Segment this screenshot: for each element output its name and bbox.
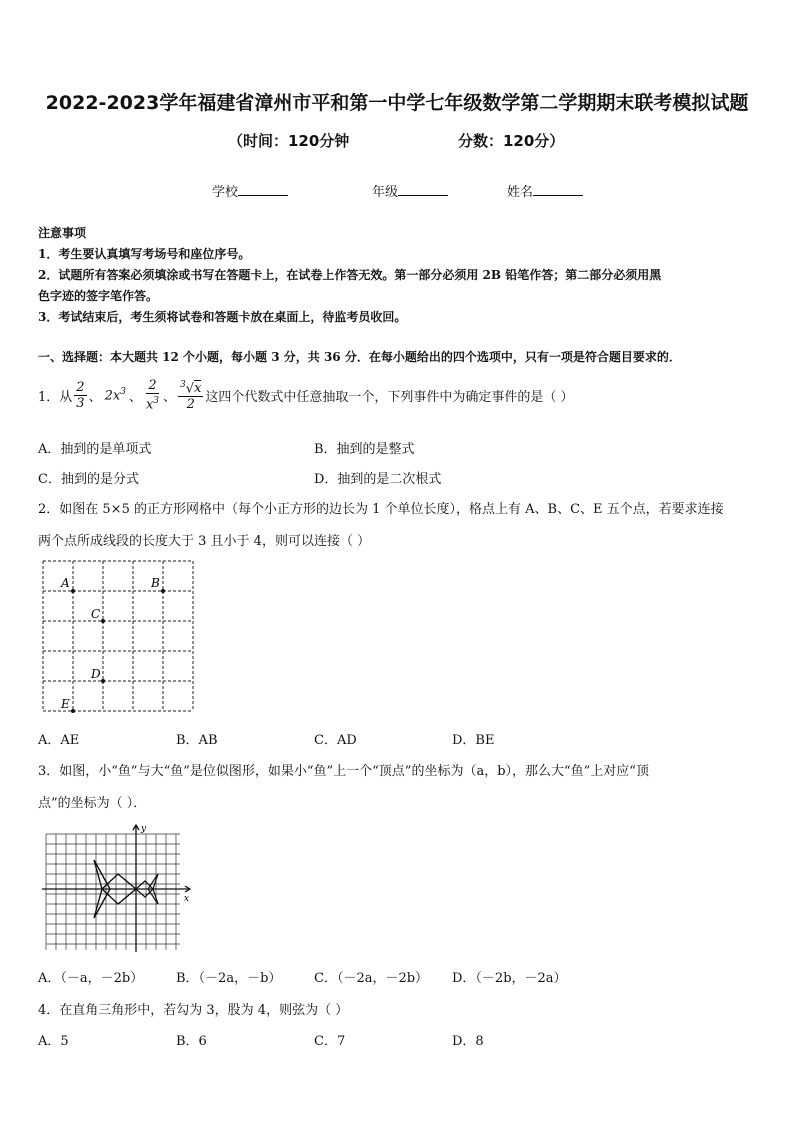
q2-stem-line2: 两个点所成线段的长度大于 3 且小于 4，则可以连接（ ）	[38, 534, 371, 549]
q2-stem-line1: 2．如图在 5×5 的正方形网格中（每个小正方形的边长为 1 个单位长度），格点上有 A、B、C、E 五个点，若要求连接	[38, 502, 724, 517]
q2-option-b: B．AB	[176, 733, 218, 748]
name-blank	[533, 183, 583, 196]
q1-fraction-radical: $\frac{^3√x}{2}$	[180, 380, 202, 413]
q2-option-a: A．AE	[38, 733, 80, 748]
point-e	[71, 709, 75, 713]
q3-stem-line2: 点”的坐标为（ ）．	[38, 796, 147, 811]
name-label: 姓名	[507, 185, 534, 200]
point-b-label: B	[151, 576, 160, 590]
grade-label: 年级	[372, 185, 399, 200]
notice-item: 2．试题所有答案必须填涂或书写在答题卡上，在试卷上作答无效。第一部分必须用 2B 铅笔作答；第二部分必须用黑	[38, 268, 662, 282]
q1-prefix: 1．从	[38, 389, 73, 405]
question-1-stem: 1．从 $\frac{2}{3}$ 、 $2x^3$ 、 $\frac{2}{x^3}$ 、 $\frac{^3√x}{2}$ 这四个代数式中任意抽取一个，下列事件中为确定事件的是（ ）	[38, 378, 574, 413]
school-label: 学校	[212, 185, 239, 200]
name-field	[507, 181, 583, 200]
point-a	[71, 589, 75, 593]
q3-option-c: C．（－2a，－2b）	[314, 971, 429, 986]
q4-option-c: C．7	[314, 1034, 346, 1049]
coordinate-grid	[46, 834, 180, 950]
exam-title: 2022-2023学年福建省漳州市平和第一中学七年级数学第二学期期末联考模拟试题	[45, 92, 749, 114]
section-heading: 一、选择题：本大题共 12 个小题，每小题 3 分，共 36 分．在每小题给出的四个选项中，只有一项是符合题目要求的．	[38, 350, 681, 364]
grade-field	[372, 181, 448, 200]
q3-option-b: B．（－2a，－b）	[176, 971, 282, 986]
point-d-label: D	[91, 667, 101, 681]
q1-option-d: D．抽到的是二次根式	[314, 472, 442, 487]
notice-item: 1．考生要认真填写考场号和座位序号。	[38, 247, 251, 261]
q1-suffix: 这四个代数式中任意抽取一个，下列事件中为确定事件的是（ ）	[205, 389, 574, 405]
point-a-label: A	[61, 576, 70, 590]
x-axis-label: x	[184, 894, 190, 904]
q1-fraction-1: $\frac{2}{3}$	[76, 379, 85, 411]
q2-option-d: D．BE	[452, 733, 495, 748]
point-c	[101, 619, 105, 623]
q3-stem-line1: 3．如图，小“鱼”与大“鱼”是位似图形，如果小“鱼”上一个“顶点”的坐标为（a，b），那么大“鱼”上对应“顶	[38, 764, 649, 779]
school-field	[212, 181, 288, 200]
q4-option-a: A．5	[38, 1034, 69, 1049]
y-axis-label: y	[141, 824, 147, 834]
q4-option-b: B．6	[176, 1034, 207, 1049]
exam-score: 分数：120分）	[458, 132, 565, 150]
notice-item: 色字迹的签字笔作答。	[38, 289, 159, 303]
q1-fraction-3: $\frac{2}{x^3}$	[145, 378, 160, 413]
notice-item: 3．考试结束后，考生须将试卷和答题卡放在桌面上，待监考员收回。	[38, 310, 407, 324]
q1-option-a: A．抽到的是单项式	[38, 442, 152, 457]
q2-grid-figure	[40, 558, 196, 718]
q4-stem: 4．在直角三角形中，若勾为 3，股为 4，则弦为（ ）	[38, 1003, 349, 1018]
point-d	[101, 679, 105, 683]
q3-fish-figure	[40, 822, 196, 954]
q4-option-d: D．8	[452, 1034, 484, 1049]
q2-option-c: C．AD	[314, 733, 357, 748]
point-c-label: C	[91, 607, 101, 621]
q1-option-c: C．抽到的是分式	[38, 472, 139, 487]
notice-heading: 注意事项	[38, 226, 87, 240]
point-e-label: E	[61, 697, 70, 711]
q1-option-b: B．抽到的是整式	[314, 442, 415, 457]
q3-option-d: D．（－2b，－2a）	[452, 971, 567, 986]
grade-blank	[398, 183, 448, 196]
exam-time: （时间：120分钟	[228, 132, 350, 150]
point-b	[161, 589, 165, 593]
school-blank	[238, 183, 288, 196]
q1-monomial: $2x^3$	[104, 387, 126, 404]
q3-option-a: A．（－a，－2b）	[38, 971, 144, 986]
